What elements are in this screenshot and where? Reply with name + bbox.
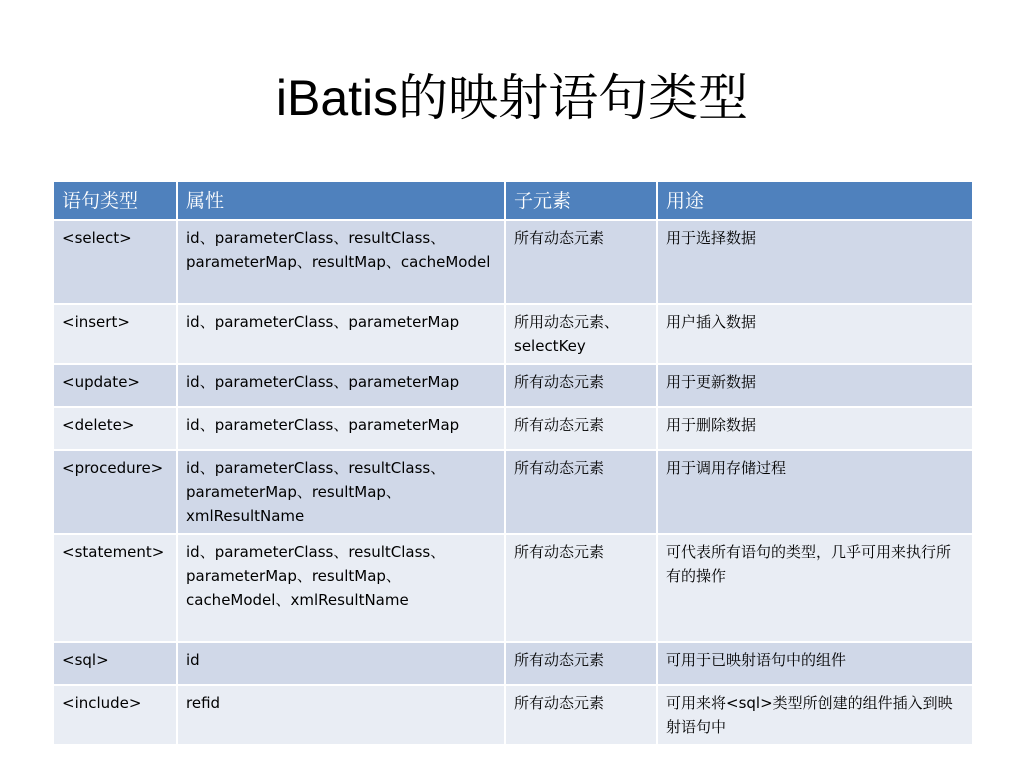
table-row [53,220,973,304]
cell-statement-type: <select> [53,220,177,304]
header-usage: 用途 [657,181,973,220]
cell-attributes: id、parameterClass、resultClass、parameterMap、resultMap、cacheModel [177,220,505,304]
cell-usage: 用于更新数据 [657,364,973,407]
cell-attributes: id、parameterClass、parameterMap [177,304,505,364]
cell-usage: 可代表所有语句的类型，几乎可用来执行所有的操作 [657,534,973,642]
cell-attributes: id、parameterClass、resultClass、parameterMap、resultMap、xmlResultName [177,450,505,534]
cell-child-elements: 所有动态元素 [505,364,657,407]
cell-child-elements: 所有动态元素 [505,450,657,534]
table-row [53,642,973,685]
cell-child-elements: 所有动态元素 [505,685,657,745]
cell-attributes: id、parameterClass、resultClass、parameterMap、resultMap、cacheModel、xmlResultName [177,534,505,642]
cell-attributes: id、parameterClass、parameterMap [177,364,505,407]
cell-usage: 用于调用存储过程 [657,450,973,534]
cell-statement-type: <update> [53,364,177,407]
cell-child-elements: 所有动态元素 [505,534,657,642]
header-attributes: 属性 [177,181,505,220]
cell-usage: 用户插入数据 [657,304,973,364]
cell-usage: 用于选择数据 [657,220,973,304]
cell-statement-type: <sql> [53,642,177,685]
table-row [53,685,973,745]
table-row [53,364,973,407]
header-statement-type: 语句类型 [53,181,177,220]
slide-title: iBatis的映射语句类型 [275,70,749,126]
cell-usage: 可用来将<sql>类型所创建的组件插入到映射语句中 [657,685,973,745]
cell-statement-type: <delete> [53,407,177,450]
cell-attributes: id、parameterClass、parameterMap [177,407,505,450]
cell-statement-type: <procedure> [53,450,177,534]
cell-attributes: id [177,642,505,685]
cell-attributes: refid [177,685,505,745]
table-row [53,407,973,450]
cell-child-elements: 所有动态元素 [505,220,657,304]
cell-child-elements: 所用动态元素、selectKey [505,304,657,364]
cell-statement-type: <include> [53,685,177,745]
table-row [53,450,973,534]
table-header-row [53,181,973,220]
cell-usage: 可用于已映射语句中的组件 [657,642,973,685]
cell-statement-type: <statement> [53,534,177,642]
cell-child-elements: 所有动态元素 [505,407,657,450]
table-row [53,534,973,642]
table-row [53,304,973,364]
cell-statement-type: <insert> [53,304,177,364]
header-child-elements: 子元素 [505,181,657,220]
statement-types-table [52,180,974,746]
cell-usage: 用于删除数据 [657,407,973,450]
cell-child-elements: 所有动态元素 [505,642,657,685]
